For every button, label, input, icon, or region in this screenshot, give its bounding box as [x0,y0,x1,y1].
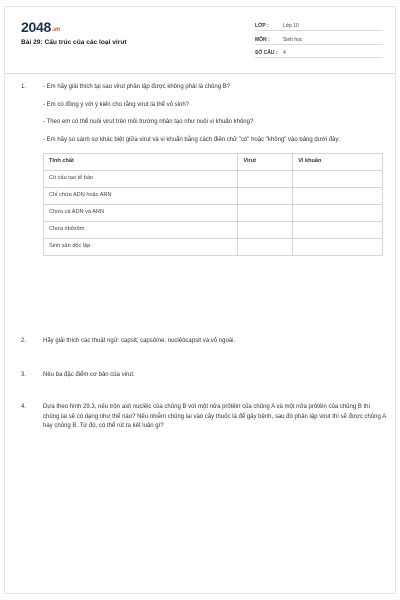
question-1 [21,83,387,256]
table-row [44,205,383,222]
meta-label: SỐ CÂU : [255,50,278,56]
site-logo[interactable] [21,19,60,35]
question-3 [21,371,387,381]
table-row [44,239,383,256]
table-cell-bacteria[interactable] [293,239,383,256]
worksheet-page [4,6,396,594]
question-part: - Theo em có thể nuôi virut trên môi trường nhân tạo như nuôi vi khuẩn không? [43,119,254,125]
table-row [44,171,383,188]
table-cell-virus[interactable] [238,239,293,256]
question-number: 4. [21,404,27,410]
meta-row-class [255,19,383,31]
meta-info [255,19,383,60]
header-divider [5,73,395,74]
table-header-cell: Virut [238,154,293,171]
table-cell-virus[interactable] [238,222,293,239]
table-cell-property: Sinh sản độc lập [44,239,238,256]
table-cell-virus[interactable] [238,205,293,222]
question-number: 3. [21,372,27,378]
question-text: Hãy giải thích các thuật ngữ: capsit, capsôme, nuclêôcapsit và vỏ ngoài. [43,338,236,344]
table-header-row [44,154,383,171]
question-4 [21,403,387,432]
meta-value: Lớp 10 [283,23,299,29]
question-text: Dựa theo hình 29.3, nếu trộn axit nuclêic của chủng B với một nửa prôtêin của chủng A và một nửa prôtêin của chủng B thì chủng lai sẽ có dạng như thế nào? Nếu nhiễm chủng lai vào cây thuốc lá để gây bệnh, sau đó phân lập virut thì sẽ được chủng A hay chủng B. Từ đó, có thể rút ra kết luận gì? [43,404,386,429]
meta-value: Sinh học [283,36,303,43]
question-number: 2. [21,338,27,344]
table-cell-property: Chỉ chứa ADN hoặc ARN [44,188,238,205]
table-cell-bacteria[interactable] [293,188,383,205]
meta-label: LỚP : [255,23,269,29]
logo-suffix: .vn [51,27,60,33]
meta-value: 4 [283,50,286,56]
table-cell-virus[interactable] [238,188,293,205]
lesson-title: Bài 29: Cấu trúc của các loại virut [21,39,127,46]
comparison-table [43,153,383,256]
meta-row-question-count [255,46,383,58]
question-part: - Em có đồng ý với ý kiến cho rằng virut là thể vô sinh? [43,101,190,108]
question-part: - Em hãy so sánh sự khác biệt giữa virut và vi khuẩn bằng cách điền chữ "có" hoặc "không" vào bảng dưới đây: [43,136,341,143]
question-number: 1. [21,84,27,90]
meta-label: MÔN : [255,36,270,43]
table-cell-property: Chứa ribôxôm [44,222,238,239]
meta-row-subject [255,33,383,45]
table-cell-property: Có cấu tạo tế bào [44,171,238,188]
question-text: Nêu ba đặc điểm cơ bản của virut. [43,372,135,378]
table-cell-bacteria[interactable] [293,222,383,239]
table-row [44,222,383,239]
table-cell-bacteria[interactable] [293,205,383,222]
table-cell-property: Chứa cả ADN và ARN [44,205,238,222]
table-header-cell: Tính chất [44,154,238,171]
table-row [44,188,383,205]
table-cell-virus[interactable] [238,171,293,188]
logo-text: 2048 [21,19,51,35]
table-cell-bacteria[interactable] [293,171,383,188]
table-header-cell: Vi khuẩn [293,154,383,171]
question-2 [21,337,387,347]
page-header [5,7,395,67]
question-part: - Em hãy giải thích tại sao virut phân lập được không phải là chủng B? [43,84,231,90]
